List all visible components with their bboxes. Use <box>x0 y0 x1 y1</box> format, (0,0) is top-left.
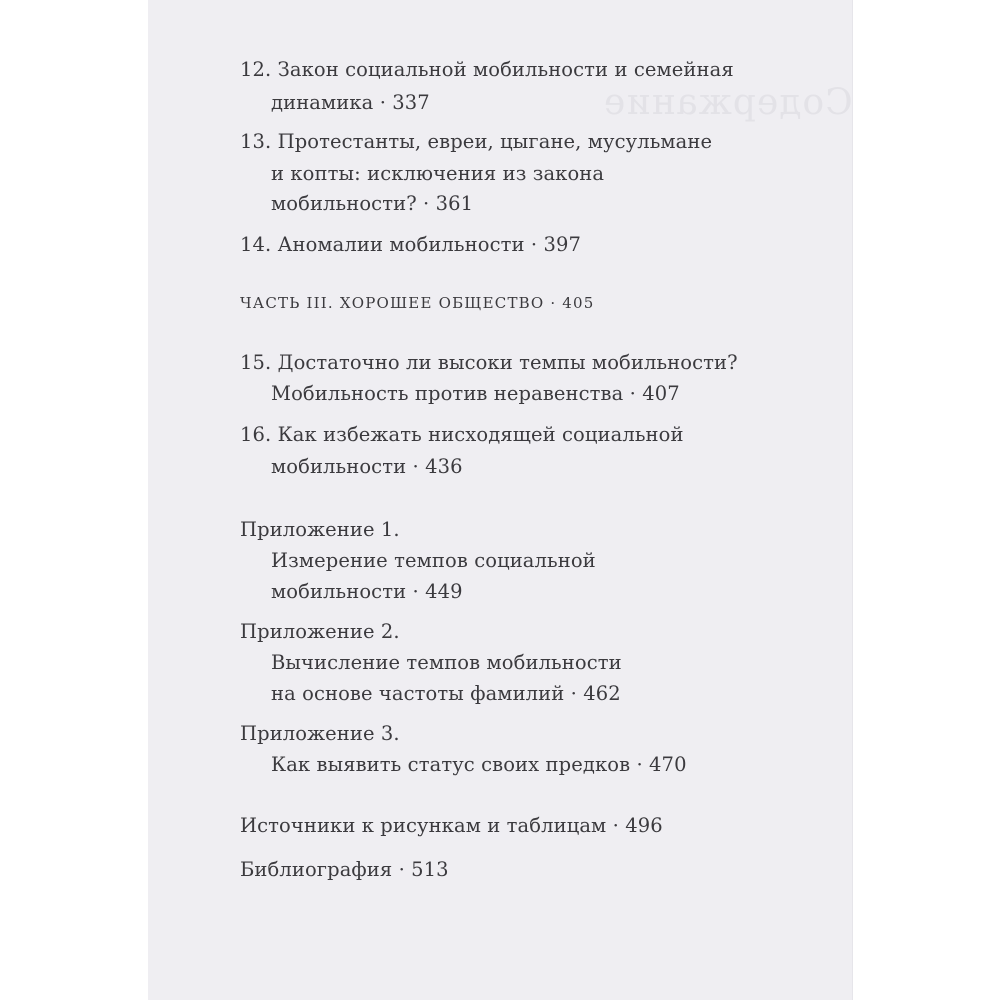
toc-entry-13-line-3: мобильности? · 361 <box>271 192 474 215</box>
toc-bibliography: Библиография · 513 <box>240 858 449 881</box>
toc-part-3-heading: ЧАСТЬ III. ХОРОШЕЕ ОБЩЕСТВО · 405 <box>240 294 595 312</box>
show-through-heading: Содержание <box>603 82 853 123</box>
toc-entry-15-line-1: 15. Достаточно ли высоки темпы мобильности? <box>240 351 738 374</box>
toc-appendix-2-line-3: на основе частоты фамилий · 462 <box>271 682 621 705</box>
toc-appendix-1-line-2: Измерение темпов социальной <box>271 549 596 572</box>
toc-entry-14: 14. Аномалии мобильности · 397 <box>240 233 581 256</box>
toc-entry-16-line-1: 16. Как избежать нисходящей социальной <box>240 423 684 446</box>
toc-appendix-1-line-3: мобильности · 449 <box>271 580 463 603</box>
toc-appendix-2-line-2: Вычисление темпов мобильности <box>271 651 622 674</box>
toc-figure-sources: Источники к рисункам и таблицам · 496 <box>240 814 663 837</box>
toc-appendix-2-label: Приложение 2. <box>240 620 400 643</box>
toc-entry-12-line-1: 12. Закон социальной мобильности и семейная <box>240 58 734 81</box>
toc-entry-16-line-2: мобильности · 436 <box>271 455 463 478</box>
toc-entry-15-line-2: Мобильность против неравенства · 407 <box>271 382 680 405</box>
toc-appendix-3-line-2: Как выявить статус своих предков · 470 <box>271 753 687 776</box>
toc-appendix-1-label: Приложение 1. <box>240 518 400 541</box>
toc-appendix-3-label: Приложение 3. <box>240 722 400 745</box>
toc-entry-13-line-1: 13. Протестанты, евреи, цыгане, мусульмане <box>240 130 713 153</box>
toc-entry-13-line-2: и копты: исключения из закона <box>271 162 605 185</box>
toc-entry-12-line-2: динамика · 337 <box>271 91 430 114</box>
